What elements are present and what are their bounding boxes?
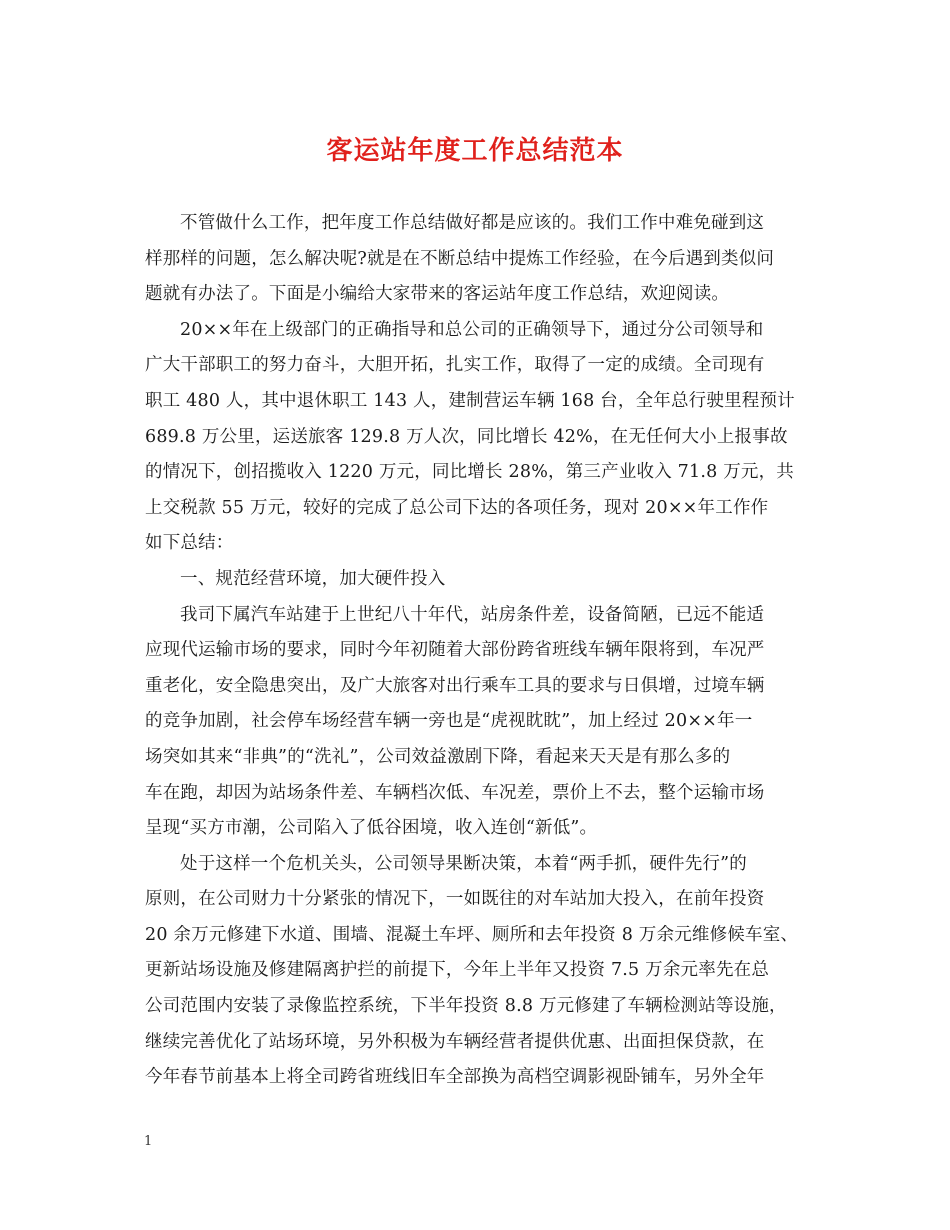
- text-line: 不管做什么工作，把年度工作总结做好都是应该的。我们工作中难免碰到这: [180, 213, 765, 233]
- text-line: 689.8 万公里，运送旅客 129.8 万人次，同比增长 42%，在无任何大小上报事故: [145, 426, 788, 447]
- text-line: 应现代运输市场的要求，同时今年初随着大部份跨省班线车辆年限将到，车况严: [145, 640, 765, 661]
- text-line: 处于这样一个危机关头，公司领导果断决策，本着“两手抓，硬件先行”的: [180, 853, 747, 874]
- text-line: 场突如其来“非典”的“洗礼”，公司效益激剧下降，看起来天天是有那么多的: [145, 746, 731, 767]
- document-title: 客运站年度工作总结范本: [326, 136, 624, 166]
- text-line: 车在跑，却因为站场条件差、车辆档次低、车况差，票价上不去，整个运输市场: [145, 782, 765, 803]
- text-line: 继续完善优化了站场环境，另外积极为车辆经营者提供优惠、出面担保贷款，在: [145, 1031, 765, 1052]
- text-line: 职工 480 人，其中退休职工 143 人，建制营运车辆 168 台，全年总行驶里程预计: [145, 390, 795, 411]
- text-line: 20 余万元修建下水道、围墙、混凝土车坪、厕所和去年投资 8 万余元维修候车室、: [145, 924, 799, 945]
- text-line: 公司范围内安装了录像监控系统，下半年投资 8.8 万元修建了车辆检测站等设施，: [145, 996, 787, 1017]
- text-line: 一、规范经营环境，加大硬件投入: [180, 568, 446, 589]
- page-number: 1: [144, 1134, 153, 1149]
- text-line: 如下总结：: [145, 533, 234, 554]
- text-line: 重老化，安全隐患突出，及广大旅客对出行乘车工具的要求与日俱增，过境车辆: [145, 675, 765, 696]
- text-line: 我司下属汽车站建于上世纪八十年代，站房条件差，设备简陋，已远不能适: [180, 604, 765, 625]
- text-line: 更新站场设施及修建隔离护拦的前提下，今年上半年又投资 7.5 万余元率先在总: [145, 960, 770, 981]
- text-line: 今年春节前基本上将全司跨省班线旧车全部换为高档空调影视卧铺车，另外全年: [145, 1067, 765, 1088]
- text-line: 原则，在公司财力十分紧张的情况下，一如既往的对车站加大投入，在前年投资: [145, 889, 765, 910]
- text-line: 的情况下，创招揽收入 1220 万元，同比增长 28%，第三产业收入 71.8 万元，共: [145, 462, 795, 483]
- text-line: 上交税款 55 万元，较好的完成了总公司下达的各项任务，现对 20××年工作作: [145, 497, 769, 518]
- text-line: 20××年在上级部门的正确指导和总公司的正确领导下，通过分公司领导和: [180, 319, 764, 340]
- document-body: [145, 206, 825, 1096]
- text-line: 题就有办法了。下面是小编给大家带来的客运站年度工作总结，欢迎阅读。: [145, 284, 730, 305]
- text-line: 样那样的问题，怎么解决呢?就是在不断总结中提炼工作经验，在今后遇到类似问: [145, 248, 775, 269]
- text-line: 的竞争加剧，社会停车场经营车辆一旁也是“虎视眈眈”，加上经过 20××年一: [145, 711, 753, 732]
- text-line: 广大干部职工的努力奋斗，大胆开拓，扎实工作，取得了一定的成绩。全司现有: [145, 355, 765, 376]
- text-line: 呈现“买方市潮，公司陷入了低谷困境，收入连创“新低”。: [145, 818, 598, 839]
